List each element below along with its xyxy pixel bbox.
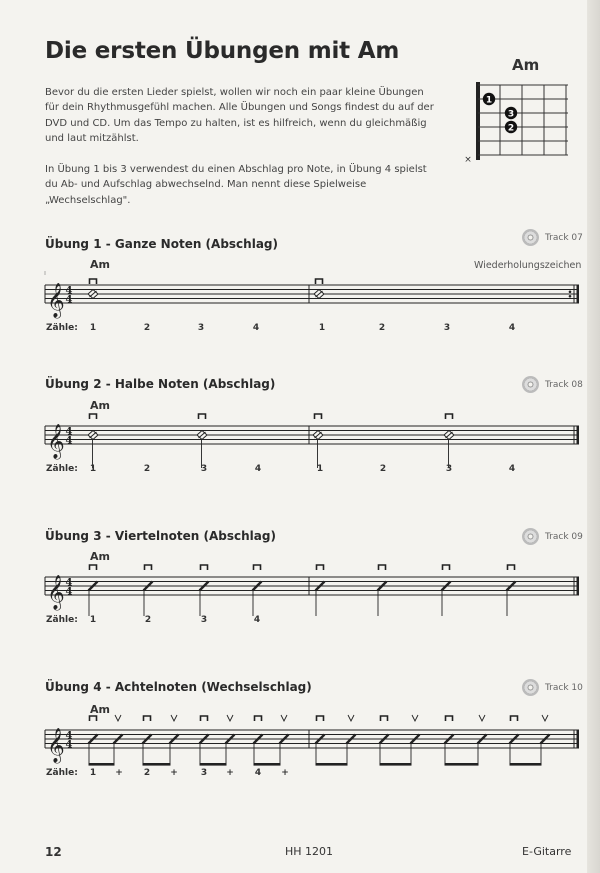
intro-paragraph-2: In Übung 1 bis 3 verwendest du einen Abschlag pro Note, in Übung 4 spielst du Ab- und Aufschlag abwechselnd. Man nennt diese Spielweise „Wechselschlag". [45, 164, 427, 206]
count-item: 3 [445, 464, 453, 474]
eighth-beam [510, 763, 542, 766]
time-signature-top: 4 [65, 730, 73, 742]
downstroke-icon [199, 414, 206, 419]
downstroke-icon [315, 414, 322, 419]
downstroke-icon [145, 565, 152, 570]
exercise-4-track [522, 679, 583, 696]
downstroke-icon [254, 565, 261, 570]
count-item: 2 [144, 615, 152, 625]
track-label: Track 07 [545, 232, 583, 243]
downstroke-icon [90, 565, 97, 570]
count-item: 1 [316, 464, 324, 474]
upstroke-icon [542, 715, 548, 721]
downstroke-icon [201, 716, 208, 721]
downstroke-icon [201, 565, 208, 570]
downstroke-icon [144, 716, 151, 721]
downstroke-icon [511, 716, 518, 721]
downstroke-icon [90, 279, 97, 284]
eighth-beam [200, 763, 227, 766]
count-item: 2 [379, 464, 387, 474]
count-item: 2 [378, 323, 386, 333]
cd-icon [522, 528, 539, 545]
count-item: 3 [200, 768, 208, 778]
final-barline-thick [577, 730, 580, 748]
count-item: 4 [253, 615, 261, 625]
eighth-beam [254, 763, 281, 766]
count-item: 2 [143, 768, 151, 778]
downstroke-icon [508, 565, 515, 570]
downstroke-icon [379, 565, 386, 570]
svg-text:3: 3 [507, 109, 515, 120]
count-item: 1 [89, 768, 97, 778]
count-item: 1 [318, 323, 326, 333]
count-item: 4 [252, 323, 260, 333]
treble-clef-icon: 𝄞 [47, 575, 65, 610]
count-item: 1 [89, 323, 97, 333]
chord-label: Am [90, 399, 110, 412]
count-item: + [115, 768, 123, 778]
svg-text:1: 1 [485, 95, 493, 106]
instrument-label: E-Gitarre [522, 845, 572, 858]
count-label: Zähle: [46, 615, 78, 625]
downstroke-icon [255, 716, 262, 721]
exercise-3-title: Übung 3 - Viertelnoten (Abschlag) [45, 529, 276, 543]
chord-label: Am [90, 703, 110, 716]
page-title: Die ersten Übungen mit Am [45, 38, 400, 64]
count-item: 4 [508, 464, 516, 474]
muted-string-marker: × [464, 155, 472, 165]
eighth-beam [89, 763, 115, 766]
treble-clef-icon: 𝄞 [47, 728, 65, 763]
count-item: 1 [89, 464, 97, 474]
count-item: 2 [143, 464, 151, 474]
intro-paragraph-1: Bevor du die ersten Lieder spielst, wollen wir noch ein paar kleine Übungen für dein Rhythmusgefühl machen. Alle Übungen und Songs findest du auf der DVD und CD. Um das Tempo zu halten, ist es hilfreich, wenn du gleichmäßig und laut mitzählst. [45, 87, 434, 144]
downstroke-icon [446, 716, 453, 721]
time-signature-bottom: 4 [65, 294, 73, 306]
finger-2-dot [505, 121, 517, 134]
count-label: Zähle: [46, 768, 78, 778]
cd-icon [522, 376, 539, 393]
time-signature-top: 4 [65, 577, 73, 589]
exercise-4-staff [0, 700, 600, 790]
exercise-2-title: Übung 2 - Halbe Noten (Abschlag) [45, 377, 276, 391]
repeat-sign-label: Wiederholungszeichen [474, 260, 582, 271]
upstroke-icon [479, 715, 485, 721]
exercise-1-title: Übung 1 - Ganze Noten (Abschlag) [45, 237, 278, 251]
treble-clef-icon: 𝄞 [47, 283, 65, 318]
track-label: Track 08 [545, 379, 583, 390]
chord-label: Am [90, 550, 110, 563]
downstroke-icon [90, 414, 97, 419]
downstroke-icon [317, 716, 324, 721]
downstroke-icon [316, 279, 323, 284]
catalog-code: HH 1201 [285, 845, 334, 858]
downstroke-icon [381, 716, 388, 721]
count-label: Zähle: [46, 323, 78, 333]
downstroke-icon [443, 565, 450, 570]
exercise-3-track [522, 528, 583, 545]
treble-clef-icon: 𝄞 [47, 424, 65, 459]
upstroke-icon [281, 715, 287, 721]
eighth-beam [380, 763, 412, 766]
exercise-3-staff [0, 547, 600, 637]
count-item: + [281, 768, 289, 778]
downstroke-icon [446, 414, 453, 419]
count-item: 3 [443, 323, 451, 333]
count-item: 3 [200, 464, 208, 474]
eighth-beam [445, 763, 479, 766]
exercise-2-staff [0, 396, 600, 486]
exercise-1-track [522, 229, 583, 246]
count-item: 4 [254, 768, 262, 778]
exercise-2-track [522, 376, 583, 393]
count-item: 1 [89, 615, 97, 625]
time-signature-top: 4 [65, 285, 73, 297]
time-signature-top: 4 [65, 426, 73, 438]
exercise-4-title: Übung 4 - Achtelnoten (Wechselschlag) [45, 680, 312, 694]
downstroke-icon [90, 716, 97, 721]
chord-nut [476, 82, 480, 160]
eighth-beam [143, 763, 171, 766]
chord-label: Am [90, 258, 110, 271]
repeat-dot [569, 295, 572, 298]
chord-diagram-title: Am [512, 56, 540, 74]
upstroke-icon [412, 715, 418, 721]
am-chord-diagram [460, 82, 570, 166]
track-label: Track 09 [545, 531, 583, 542]
repeat-dot [569, 290, 572, 293]
count-item: + [226, 768, 234, 778]
finger-1-dot [483, 93, 495, 106]
count-item: 4 [508, 323, 516, 333]
cd-icon [522, 229, 539, 246]
count-item: 2 [143, 323, 151, 333]
final-barline-thick [577, 285, 580, 303]
time-signature-bottom: 4 [65, 435, 73, 447]
upstroke-icon [171, 715, 177, 721]
count-item: 4 [254, 464, 262, 474]
time-signature-bottom: 4 [65, 586, 73, 598]
time-signature-bottom: 4 [65, 739, 73, 751]
track-label: Track 10 [545, 682, 583, 693]
page-number: 12 [45, 845, 62, 859]
cd-icon [522, 679, 539, 696]
upstroke-icon [227, 715, 233, 721]
eighth-beam [316, 763, 348, 766]
final-barline-thick [577, 426, 580, 444]
finger-3-dot [505, 107, 517, 120]
count-item: 3 [197, 323, 205, 333]
svg-text:2: 2 [507, 123, 515, 134]
count-item: 3 [200, 615, 208, 625]
count-label: Zähle: [46, 464, 78, 474]
downstroke-icon [317, 565, 324, 570]
final-barline-thick [577, 577, 580, 595]
upstroke-icon [115, 715, 121, 721]
count-item: + [170, 768, 178, 778]
exercise-1-staff [0, 255, 600, 345]
upstroke-icon [348, 715, 354, 721]
